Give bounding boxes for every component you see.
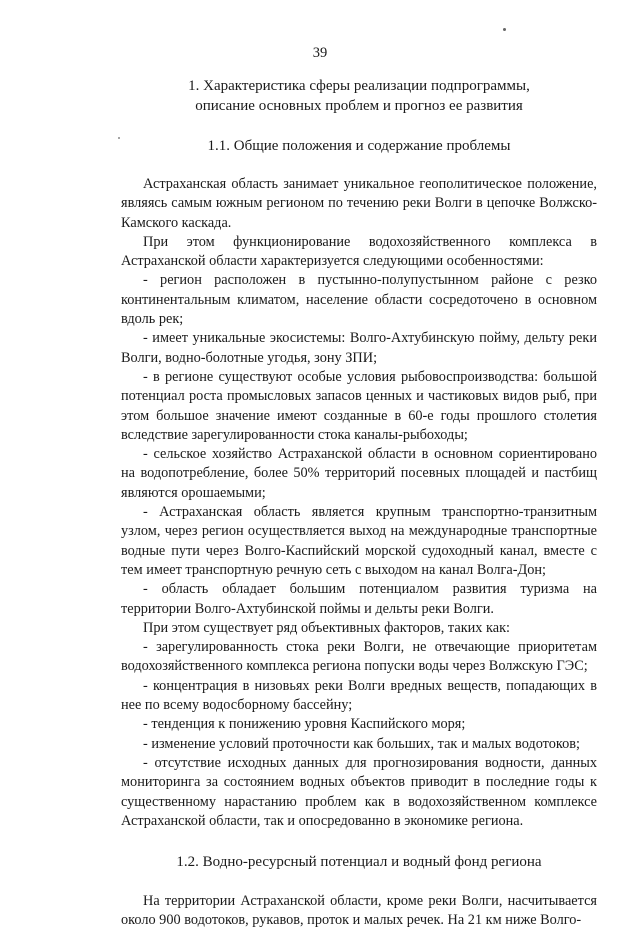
paragraph: На территории Астраханской области, кроме реки Волги, насчитывается около 900 водотоков, рукавов, проток и малых речек. На 21 км ниже Волго- — [121, 893, 597, 929]
paragraph: При этом существует ряд объективных факторов, таких как: — [143, 619, 511, 636]
list-item: - регион расположен в пустынно-полупустынном районе с резко континентальным климатом, население области сосредоточено в основном вдоль рек; — [121, 272, 597, 328]
section-title — [121, 76, 597, 116]
paragraph: Астраханская область занимает уникальное геополитическое положение, являясь самым южным регионом по течению реки Волги в цепочке Волжско-Камского каскада. — [121, 176, 597, 231]
document-body — [121, 76, 597, 931]
section-title-line: 1. Характеристика сферы реализации подпрограммы, — [188, 78, 530, 94]
list-item: - отсутствие исходных данных для прогнозирования водности, данных мониторинга за состоянием водных объектов приводит в последние годы к существенному нарастанию проблем как в водохозяйственном комплексе Астраханской области, так и опосредованно в экономике региона. — [121, 754, 597, 829]
section-title-line: описание основных проблем и прогноз ее развития — [195, 98, 523, 114]
scan-speck — [118, 137, 120, 139]
list-item: - зарегулированность стока реки Волги, не отвечающие приоритетам водохозяйственного комплекса региона попуски воды через Волжскую ГЭС; — [121, 639, 597, 675]
page-number: 39 — [312, 45, 328, 61]
list-item: - изменение условий проточности как больших, так и малых водотоков; — [143, 735, 580, 752]
paragraph: При этом функционирование водохозяйственного комплекса в Астраханской области характеризуется следующими особенностями: — [121, 233, 597, 270]
list-item: - Астраханская область является крупным транспортно-транзитным узлом, через регион осуществляется выход на международные транспортные водные пути через Волго-Каспийский морской судоходный канал, вместе с тем имеет транспортную речную сеть с выходом на канал Волга-Дон; — [121, 504, 597, 578]
subsection-title: 1.1. Общие положения и содержание проблемы — [207, 138, 511, 154]
scan-speck — [503, 28, 506, 31]
list-item: - сельское хозяйство Астраханской области в основном сориентировано на водопотребление, более 50% территорий посевных площадей и пастбищ являются орошаемыми; — [121, 446, 597, 501]
list-item: - имеет уникальные экосистемы: Волго-Ахтубинскую пойму, дельту реки Волги, водно-болотные угодья, зону ЗПИ; — [121, 330, 597, 366]
list-item: - тенденция к понижению уровня Каспийского моря; — [143, 716, 466, 733]
list-item: - концентрация в низовьях реки Волги вредных веществ, попадающих в нее по всему водосборному бассейну; — [121, 677, 597, 714]
list-item: - область обладает большим потенциалом развития туризма на территории Волго-Ахтубинской поймы и дельты реки Волги. — [121, 581, 597, 617]
list-item: - в регионе существуют особые условия рыбовоспроизводства: большой потенциал роста промысловых запасов ценных и частиковых видов рыб, при этом большое значение имеют созданные в 60-е годы прошлого столетия вследствие зарегулированности стока каналы-рыбоходы; — [121, 368, 597, 443]
subsection-title: 1.2. Водно-ресурсный потенциал и водный фонд региона — [176, 854, 542, 871]
